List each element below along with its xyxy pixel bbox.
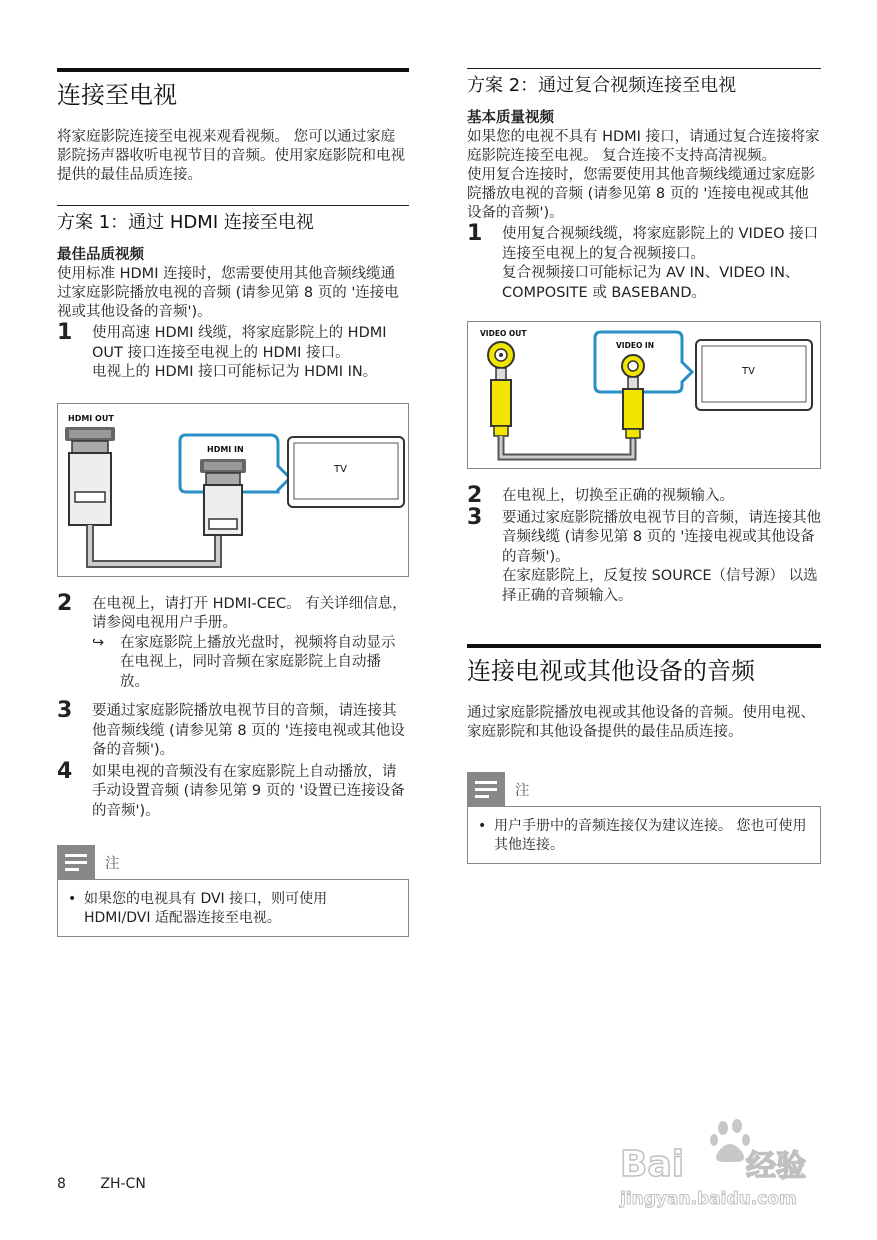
rca-plug-in [623, 389, 643, 429]
step-number: 3 [467, 504, 483, 530]
left-column [57, 68, 409, 937]
option1-heading: 方案 1：通过 HDMI 连接至电视 [57, 205, 409, 236]
video-out-label: VIDEO OUT [480, 329, 527, 338]
tv-label: TV [742, 366, 755, 377]
option1-step-3 [57, 698, 409, 761]
result-text: 在家庭影院上播放光盘时，视频将自动显示在电视上，同时音频在家庭影院上自动播放。 [120, 634, 396, 690]
composite-cable [501, 436, 633, 457]
note-audio [467, 772, 821, 864]
step-text-2: 复合视频接口可能标记为 AV IN、VIDEO IN、COMPOSITE 或 BASEBAND。 [502, 265, 800, 301]
option2-heading: 方案 2：通过复合视频连接至电视 [467, 68, 821, 99]
note-body [467, 806, 821, 864]
section-title-audio: 连接电视或其他设备的音频 [467, 644, 821, 688]
option1-step-4 [57, 758, 409, 822]
step-text: 如果电视的音频没有在家庭影院上自动播放，请手动设置音频 (请参见第 9 页的 '设置已连接设备的音频')。 [92, 763, 405, 819]
note-body [57, 879, 409, 937]
language-code: ZH-CN [100, 1176, 146, 1192]
step-result [92, 634, 409, 693]
step-number: 1 [57, 320, 73, 345]
intro-text: 将家庭影院连接至电视来观看视频。 您可以通过家庭影院扬声器收听电视节目的音频。使用家庭影院和电视提供的最佳品质连接。 [57, 129, 405, 183]
baidu-paw-logo [618, 1118, 823, 1213]
page-footer [57, 1176, 146, 1192]
option2-step-1 [467, 221, 821, 303]
rca-plug-out [491, 380, 511, 426]
composite-connection-figure [467, 321, 821, 469]
option2-desc-1: 如果您的电视不具有 HDMI 接口，请通过复合连接将家庭影院连接至电视。 复合连接不支持高清视频。 [467, 129, 820, 164]
step-text: 要通过家庭影院播放电视节目的音频，请连接其他音频线缆 (请参见第 8 页的 '连接电视或其他设备的音频')。 [92, 703, 405, 758]
option1-desc: 使用标准 HDMI 连接时，您需要使用其他音频线缆通过家庭影院播放电视的音频 (请参见第 8 页的 '连接电视或其他设备的音频')。 [57, 266, 399, 320]
step-text-2: 电视上的 HDMI 接口可能标记为 HDMI IN。 [92, 364, 378, 380]
hdmi-plug-out [69, 453, 111, 525]
step-text: 使用高速 HDMI 线缆，将家庭影院上的 HDMI OUT 接口连接至电视上的 HDMI 接口。 [92, 325, 387, 361]
step-text: 在电视上，切换至正确的视频输入。 [502, 488, 734, 504]
result-arrow-icon: ↪ [92, 634, 105, 651]
hdmi-in-label: HDMI IN [207, 444, 244, 454]
step-number: 2 [57, 590, 73, 616]
hdmi-connection-figure [57, 403, 409, 577]
video-in-label: VIDEO IN [616, 341, 654, 350]
bullet-icon: • [478, 818, 487, 834]
option2-quality: 基本质量视频 [467, 110, 554, 126]
step-text: 在电视上，请打开 HDMI-CEC。 有关详细信息，请参阅电视用户手册。 [92, 595, 407, 631]
note-label: 注 [105, 855, 120, 872]
note-icon [467, 772, 505, 806]
option2-desc-2: 使用复合连接时，您需要使用其他音频线缆通过家庭影院播放电视的音频 (请参见第 8 页的 '连接电视或其他设备的音频')。 [467, 167, 815, 221]
baidu-watermark [618, 1118, 823, 1213]
bullet-icon: • [68, 891, 77, 907]
note-text: 用户手册中的音频连接仅为建议连接。 您也可使用其他连接。 [494, 818, 807, 853]
page-number: 8 [57, 1176, 66, 1192]
audio-intro: 通过家庭影院播放电视或其他设备的音频。使用电视、家庭影院和其他设备提供的最佳品质连接。 [467, 705, 815, 740]
step-text-2: 在家庭影院上，反复按 SOURCE（信号源） 以选择正确的音频输入。 [502, 568, 818, 604]
svg-text:jingyan.baidu.com: jingyan.baidu.com [620, 1189, 797, 1209]
composite-diagram [468, 322, 822, 468]
note-header [467, 772, 821, 806]
option1-quality: 最佳品质视频 [57, 247, 144, 263]
right-column [467, 68, 821, 864]
note-dvi [57, 845, 409, 937]
option1-step-1 [57, 320, 409, 383]
hdmi-cable [90, 525, 218, 564]
hdmi-out-label: HDMI OUT [68, 413, 114, 423]
step-number: 4 [57, 758, 73, 784]
note-label: 注 [515, 782, 530, 799]
option2-step-3 [467, 504, 821, 607]
svg-text:Bai: Bai [620, 1144, 685, 1185]
svg-text:经验: 经验 [746, 1149, 806, 1184]
tv-label: TV [334, 463, 347, 475]
step-text: 要通过家庭影院播放电视节目的音频，请连接其他音频线缆 (请参见第 8 页的 '连接电视或其他设备的音频')。 [502, 509, 821, 565]
option1-step-2 [57, 590, 409, 693]
hdmi-diagram [58, 404, 410, 576]
note-text: 如果您的电视具有 DVI 接口，则可使用 HDMI/DVI 适配器连接至电视。 [84, 891, 328, 926]
step-text: 使用复合视频线缆，将家庭影院上的 VIDEO 接口连接至电视上的复合视频接口。 [502, 226, 819, 262]
option2-step-2 [467, 483, 821, 508]
step-number: 2 [467, 483, 483, 508]
note-header [57, 845, 409, 879]
step-number: 3 [57, 698, 73, 723]
note-icon [57, 845, 95, 879]
section-title-connect-tv: 连接至电视 [57, 68, 409, 112]
step-number: 1 [467, 221, 483, 246]
